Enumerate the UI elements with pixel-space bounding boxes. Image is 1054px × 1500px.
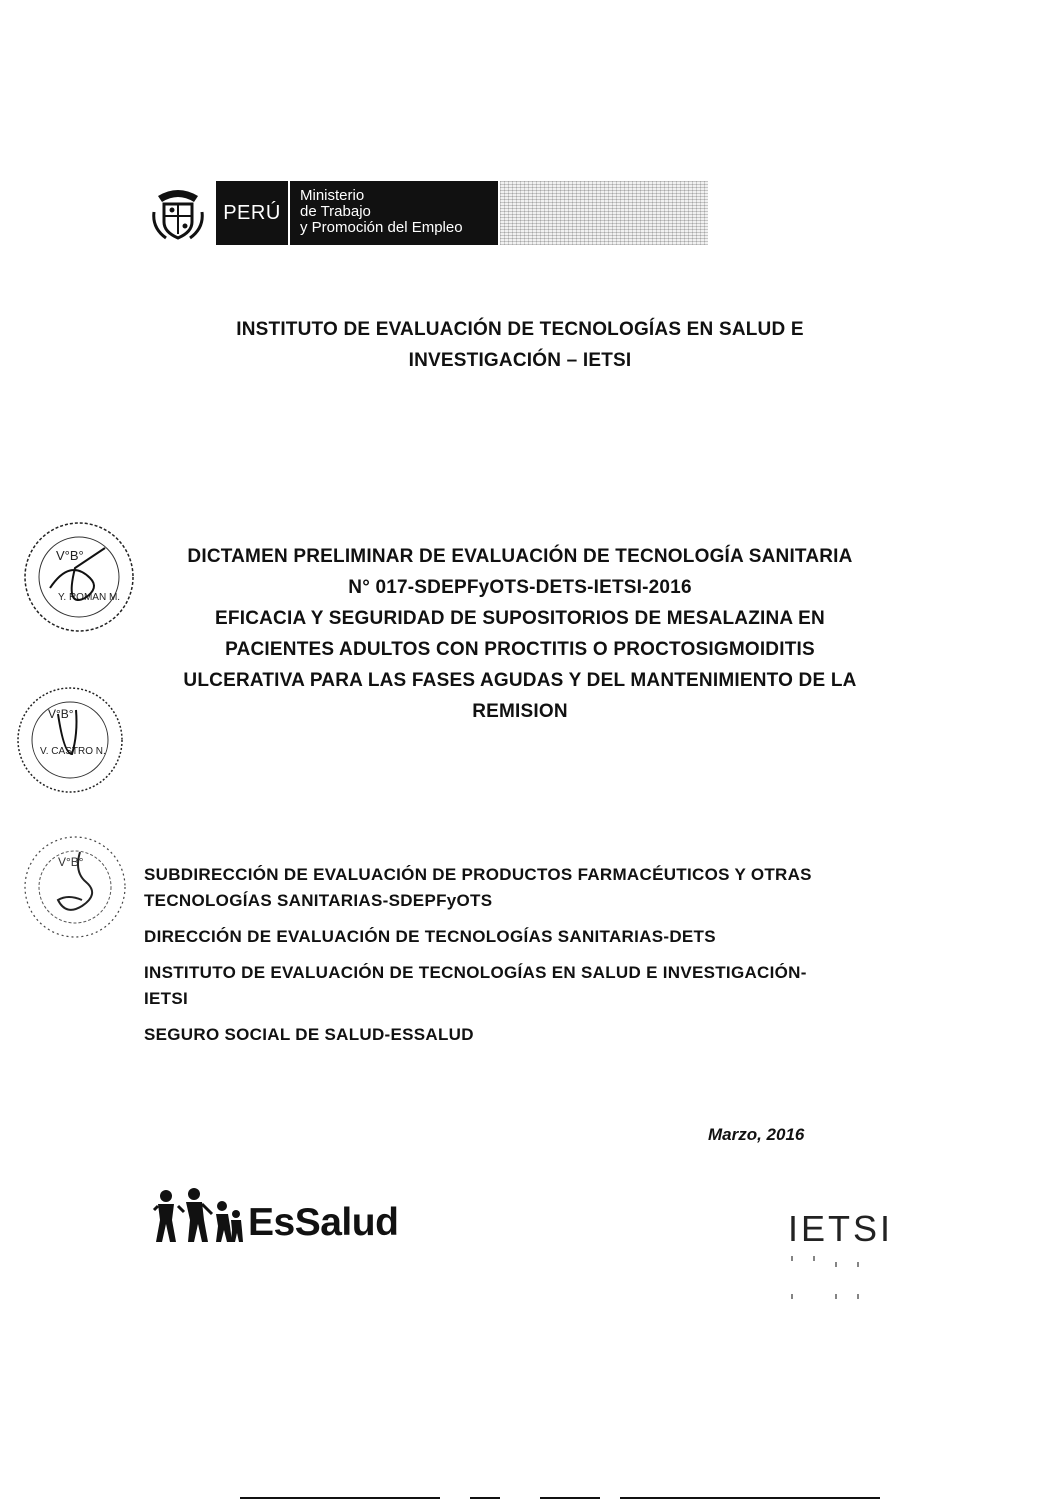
organization-list xyxy=(144,862,914,1058)
scan-edge-line xyxy=(470,1497,500,1499)
dictamen-line-6: REMISION xyxy=(472,701,568,722)
org-item-dets xyxy=(144,924,914,950)
peru-coat-of-arms-icon xyxy=(152,182,204,244)
ietsi-logo: IETSI xyxy=(788,1208,894,1249)
ministry-name xyxy=(290,181,498,245)
scan-edge-line xyxy=(240,1497,440,1499)
institute-heading-line-1: INSTITUTO DE EVALUACIÓN DE TECNOLOGÍAS EN SALUD E xyxy=(236,319,804,340)
org-item-line: SEGURO SOCIAL DE SALUD-ESSALUD xyxy=(144,1025,474,1044)
org-item-essalud xyxy=(144,1022,914,1048)
dictamen-line-2: N° 017-SDEPFyOTS-DETS-IETSI-2016 xyxy=(348,577,692,598)
scan-edge-line xyxy=(540,1497,600,1499)
stamp-2-label: V°B° xyxy=(48,707,74,721)
org-item-line: SUBDIRECCIÓN DE EVALUACIÓN DE PRODUCTOS FARMACÉUTICOS Y OTRAS xyxy=(144,865,812,884)
dictamen-line-5: ULCERATIVA PARA LAS FASES AGUDAS Y DEL MANTENIMIENTO DE LA xyxy=(183,670,857,691)
dictamen-line-3: EFICACIA Y SEGURIDAD DE SUPOSITORIOS DE MESALAZINA EN xyxy=(215,608,825,629)
institute-heading-line-2: INVESTIGACIÓN – IETSI xyxy=(408,350,632,371)
approval-stamp-1 xyxy=(20,518,138,641)
institute-heading xyxy=(120,314,920,376)
org-item-ietsi xyxy=(144,960,914,1012)
org-item-line: TECNOLOGÍAS SANITARIAS-SDEPFyOTS xyxy=(144,891,493,910)
ministry-line-2: de Trabajo xyxy=(300,203,371,220)
ietsi-logo-marks xyxy=(790,1256,870,1306)
essalud-logo xyxy=(152,1184,398,1246)
stamp-2-signatory: V. CASTRO N. xyxy=(40,746,106,757)
org-item-line: IETSI xyxy=(144,989,189,1008)
scan-edge-line xyxy=(620,1497,880,1499)
stamp-3-label: V°B° xyxy=(58,855,84,869)
essalud-wordmark: EsSalud xyxy=(248,1201,399,1244)
dictamen-line-4: PACIENTES ADULTOS CON PROCTITIS O PROCTOSIGMOIDITIS xyxy=(225,639,815,660)
stamp-1-label: V°B° xyxy=(56,548,84,563)
document-date: Marzo, 2016 xyxy=(708,1125,805,1144)
approval-stamp-3 xyxy=(20,832,130,947)
stamp-1-signatory: Y. ROMAN M. xyxy=(58,592,121,603)
peru-label: PERÚ xyxy=(216,181,288,245)
approval-stamp-2 xyxy=(14,684,126,801)
ministry-line-1: Ministerio xyxy=(300,187,365,204)
ministry-line-3: y Promoción del Empleo xyxy=(300,219,463,236)
essalud-figures-icon xyxy=(152,1188,244,1246)
org-item-line: INSTITUTO DE EVALUACIÓN DE TECNOLOGÍAS EN SALUD E INVESTIGACIÓN- xyxy=(144,963,807,982)
scanned-texture-block xyxy=(500,181,708,245)
org-item-line: DIRECCIÓN DE EVALUACIÓN DE TECNOLOGÍAS SANITARIAS-DETS xyxy=(144,927,716,946)
org-item-sdepfyots xyxy=(144,862,914,914)
dictamen-line-1: DICTAMEN PRELIMINAR DE EVALUACIÓN DE TECNOLOGÍA SANITARIA xyxy=(187,546,853,567)
dictamen-title xyxy=(130,541,910,727)
